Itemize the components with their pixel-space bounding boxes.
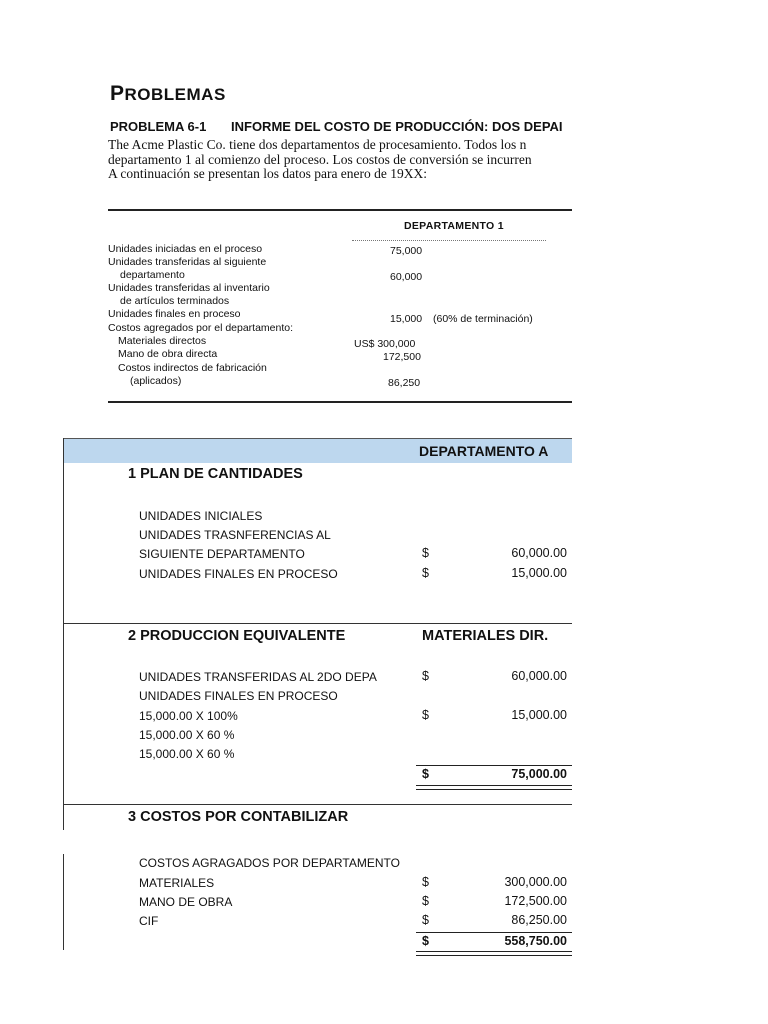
sheet-row-label: UNIDADES INICIALES [139,509,263,523]
sheet-row-label: UNIDADES TRASNFERENCIAS AL [139,528,331,542]
completion-note: (60% de terminación) [433,313,533,325]
sheet-row-label: UNIDADES TRANSFERIDAS AL 2DO DEPA [139,670,377,684]
scan-row-label: departamento [120,269,185,281]
sheet-row-label: SIGUIENTE DEPARTAMENTO [139,547,305,561]
amount-cell: 15,000.00 [511,566,567,580]
problems-heading: PROBLEMAS [110,82,226,105]
header-dotted-rule [352,240,546,241]
sheet-row-label: COSTOS AGRAGADOS POR DEPARTAMENTO [139,856,400,870]
currency-symbol: $ [422,566,429,580]
currency-symbol: $ [422,894,429,908]
section-title-costs: 3 COSTOS POR CONTABILIZAR [128,809,349,825]
scan-row-label: Costos indirectos de fabricación [118,362,267,374]
sheet-row-label: CIF [139,914,159,928]
scan-row-value: 172,500 [383,351,421,363]
total-top-rule [416,932,572,933]
sheet-left-border [63,438,64,830]
currency-symbol: $ [422,913,429,927]
section-divider [63,804,572,805]
sheet-row-label: 15,000.00 X 60 % [139,728,235,742]
sheet-row-label: UNIDADES FINALES EN PROCESO [139,567,338,581]
section-title-equivalent: 2 PRODUCCION EQUIVALENTE [128,628,346,644]
total-cell: 75,000.00 [511,767,567,781]
scan-row-label: Costos agregados por el departamento: [108,322,294,334]
sheet-row-label: 15,000.00 X 100% [139,709,238,723]
currency-symbol: $ [422,767,429,781]
table-top-rule [108,209,572,211]
scan-row-value: 75,000 [390,245,423,257]
total-cell: 558,750.00 [504,934,567,948]
department-a-header: DEPARTAMENTO A [419,443,549,459]
problem-title: INFORME DEL COSTO DE PRODUCCIÓN: DOS DEPAI [231,119,563,134]
scan-row-label: Materiales directos [118,335,207,347]
sheet-row-label: MANO DE OBRA [139,895,233,909]
total-top-rule [416,765,572,766]
scan-row-value: 60,000 [390,271,423,283]
intro-line: departamento 1 al comienzo del proceso. Los costos de conversión se incurren [108,152,532,167]
scan-row-value: 15,000 [390,313,423,325]
currency-symbol: $ [422,708,429,722]
currency-symbol: $ [422,875,429,889]
total-double-underline [416,951,572,956]
amount-cell: 86,250.00 [511,913,567,927]
sheet-row-label: UNIDADES FINALES EN PROCESO [139,689,338,703]
table-bottom-rule [108,401,572,403]
scan-row-value: US$ 300,000 [354,338,416,350]
currency-symbol: $ [422,669,429,683]
amount-cell: 60,000.00 [511,546,567,560]
sheet-row-label: MATERIALES [139,876,215,890]
amount-cell: 172,500.00 [504,894,567,908]
scan-row-label: Unidades transferidas al inventario [108,282,270,294]
scan-row-label: Unidades finales en proceso [108,308,241,320]
amount-cell: 300,000.00 [504,875,567,889]
section-title-plan: 1 PLAN DE CANTIDADES [128,466,303,482]
total-double-underline [416,785,572,790]
currency-symbol: $ [422,546,429,560]
section-divider [63,623,572,624]
materials-col-header: MATERIALES DIR. [422,628,549,644]
amount-cell: 60,000.00 [511,669,567,683]
scan-row-label: Mano de obra directa [118,348,218,360]
scan-row-value: 86,250 [388,377,421,389]
scan-row-label: Unidades transferidas al siguiente [108,256,267,268]
intro-line: The Acme Plastic Co. tiene dos departamentos de procesamiento. Todos los n [108,137,527,152]
problem-id: PROBLEMA 6-1 [110,119,207,134]
intro-line: A continuación se presentan los datos para enero de 19XX: [108,166,428,181]
scan-row-label: (aplicados) [130,375,182,387]
currency-symbol: $ [422,934,429,948]
scan-row-label: de artículos terminados [120,295,230,307]
sheet-row-label: 15,000.00 X 60 % [139,747,235,761]
scan-row-label: Unidades iniciadas en el proceso [108,243,263,255]
department-1-header: DEPARTAMENTO 1 [404,220,504,232]
amount-cell: 15,000.00 [511,708,567,722]
sheet-left-border [63,854,64,950]
